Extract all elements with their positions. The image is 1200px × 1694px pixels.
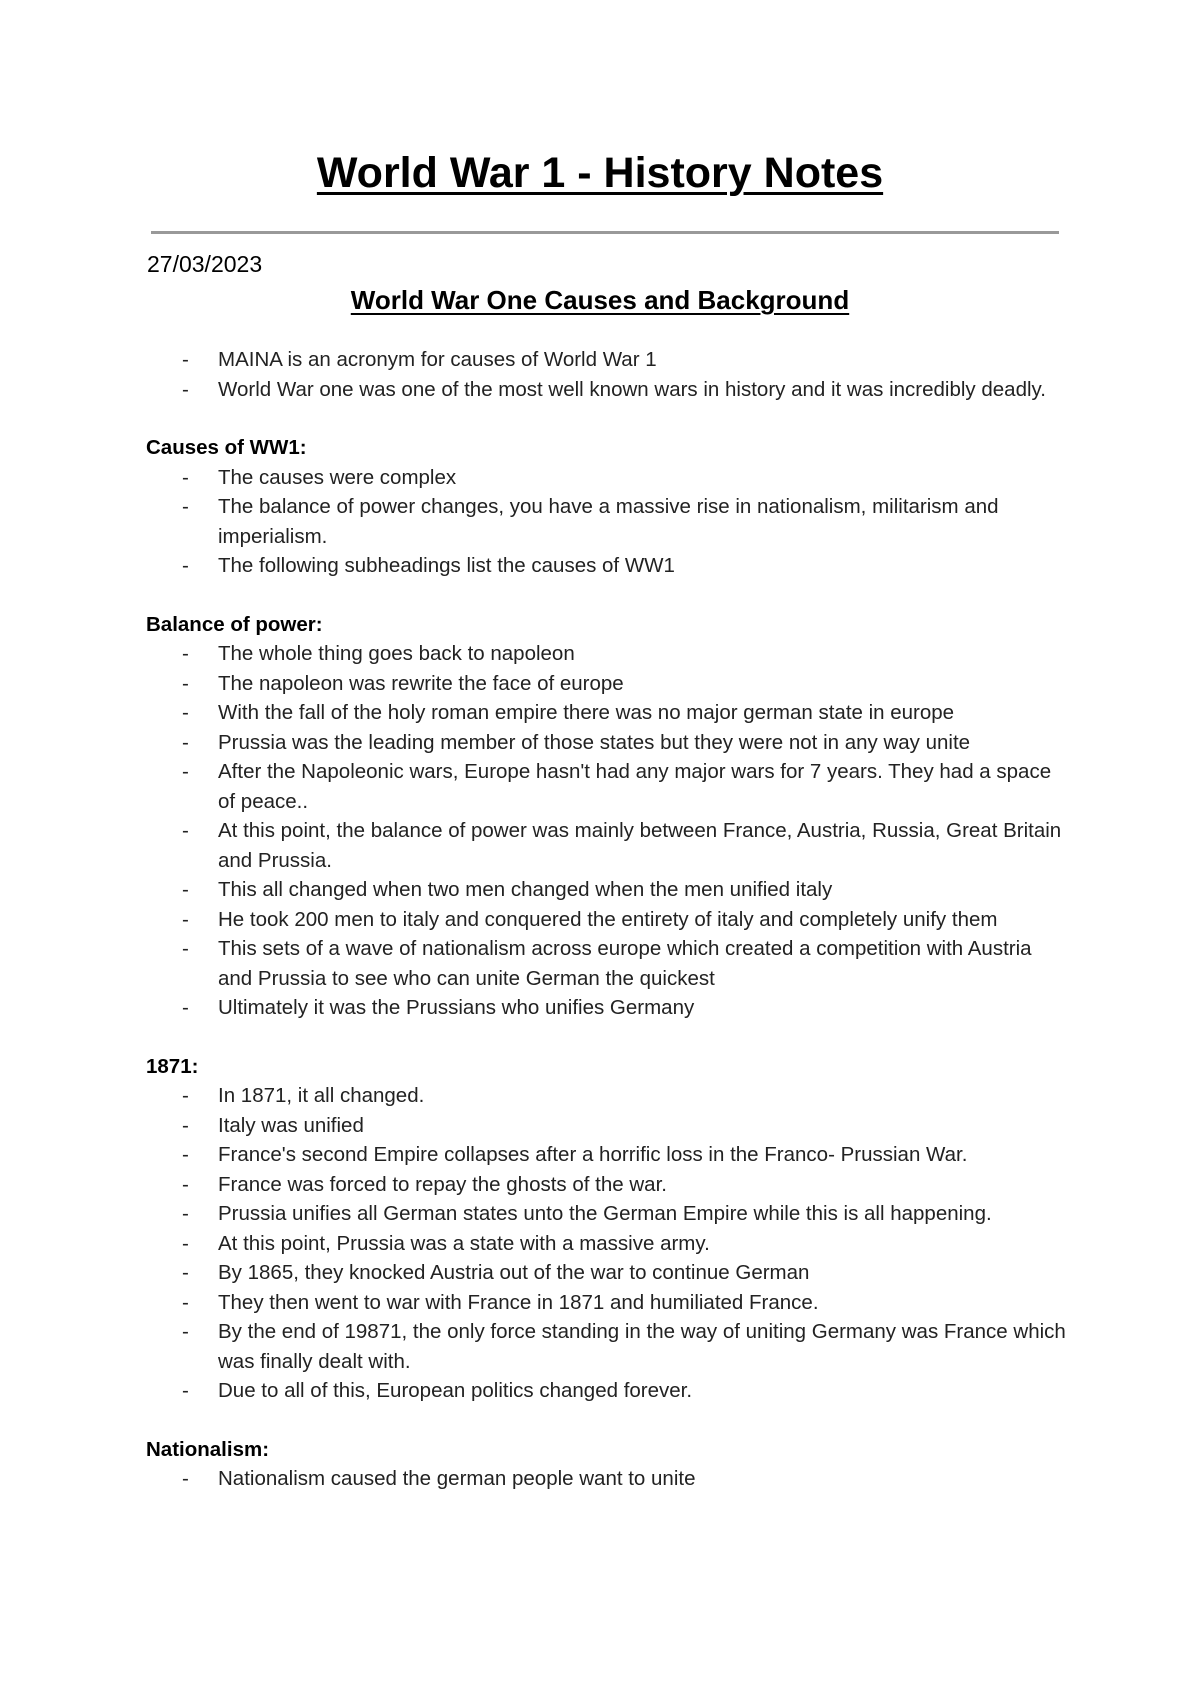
spacer bbox=[146, 581, 1066, 610]
intro-list bbox=[146, 345, 1066, 404]
spacer bbox=[146, 1406, 1066, 1435]
bullet-dash: - bbox=[182, 1261, 189, 1284]
list-item bbox=[146, 816, 1066, 875]
list-item-text: The following subheadings list the causes of WW1 bbox=[218, 554, 675, 577]
list-item bbox=[146, 1229, 1066, 1259]
list-item bbox=[146, 1081, 1066, 1111]
list-item bbox=[146, 639, 1066, 669]
bullet-dash: - bbox=[182, 495, 189, 518]
list-item-text: MAINA is an acronym for causes of World War 1 bbox=[218, 348, 657, 371]
list-item-text: By 1865, they knocked Austria out of the war to continue German bbox=[218, 1261, 810, 1284]
list-item-text: Nationalism caused the german people want to unite bbox=[218, 1467, 696, 1490]
list-item bbox=[146, 905, 1066, 935]
list-item bbox=[146, 375, 1066, 405]
list-item bbox=[146, 698, 1066, 728]
list-item bbox=[146, 1111, 1066, 1141]
bullet-dash: - bbox=[182, 671, 189, 695]
bullet-dash: - bbox=[182, 819, 189, 842]
section-heading-balance-of-power: Balance of power: bbox=[146, 612, 323, 636]
list-item bbox=[146, 1288, 1066, 1318]
list-item-text: This all changed when two men changed when the men unified italy bbox=[218, 878, 833, 901]
bullet-dash: - bbox=[182, 1084, 189, 1107]
list-item bbox=[146, 757, 1066, 816]
list-item-text: At this point, Prussia was a state with a massive army. bbox=[218, 1231, 710, 1255]
list-item bbox=[146, 1317, 1066, 1376]
list-item bbox=[146, 345, 1066, 375]
bullet-dash: - bbox=[182, 1172, 189, 1196]
section-heading-nationalism: Nationalism: bbox=[146, 1437, 270, 1461]
list-item bbox=[146, 1199, 1066, 1229]
bullet-dash: - bbox=[182, 465, 189, 489]
bullet-dash: - bbox=[182, 1320, 189, 1343]
list-item-text: Ultimately it was the Prussians who unifies Germany bbox=[218, 996, 695, 1019]
bullet-dash: - bbox=[182, 1290, 189, 1314]
year-1871-list bbox=[146, 1081, 1066, 1406]
list-item bbox=[146, 551, 1066, 581]
list-item-text: Prussia was the leading member of those states but they were not in any way unite bbox=[218, 730, 971, 754]
bullet-dash: - bbox=[182, 554, 189, 577]
list-item-text: France was forced to repay the ghosts of the war. bbox=[218, 1172, 667, 1196]
bullet-dash: - bbox=[182, 1113, 189, 1137]
list-item-text: Italy was unified bbox=[218, 1113, 364, 1137]
list-item bbox=[146, 1170, 1066, 1200]
list-item bbox=[146, 463, 1066, 493]
list-item-text: The whole thing goes back to napoleon bbox=[218, 642, 575, 665]
list-item-text: Prussia unifies all German states unto the German Empire while this is all happening. bbox=[218, 1202, 992, 1225]
list-item bbox=[146, 1258, 1066, 1288]
bullet-dash: - bbox=[182, 1467, 189, 1490]
bullet-dash: - bbox=[182, 907, 189, 931]
list-item-text: They then went to war with France in 1871 and humiliated France. bbox=[218, 1290, 819, 1314]
list-item-text: In 1871, it all changed. bbox=[218, 1084, 425, 1107]
list-item bbox=[146, 934, 1066, 993]
bullet-dash: - bbox=[182, 348, 189, 371]
list-item bbox=[146, 492, 1066, 551]
section-title: World War One Causes and Background bbox=[350, 285, 850, 315]
bullet-dash: - bbox=[182, 1379, 189, 1402]
bullet-dash: - bbox=[182, 377, 189, 401]
bullet-dash: - bbox=[182, 937, 189, 960]
bullet-dash: - bbox=[182, 1143, 189, 1166]
list-item-text: The napoleon was rewrite the face of europe bbox=[218, 671, 624, 695]
list-item-text: The causes were complex bbox=[218, 465, 457, 489]
section-heading-causes: Causes of WW1: bbox=[146, 436, 307, 459]
bullet-dash: - bbox=[182, 760, 189, 783]
list-item bbox=[146, 669, 1066, 699]
bullet-dash: - bbox=[182, 730, 189, 754]
note-date: 27/03/2023 bbox=[147, 251, 263, 277]
bullet-dash: - bbox=[182, 996, 189, 1019]
list-item bbox=[146, 875, 1066, 905]
list-item-text: By the end of 19871, the only force standing in the way of uniting Germany was France which was finally dealt with. bbox=[218, 1320, 1066, 1373]
balance-of-power-list bbox=[146, 639, 1066, 1023]
list-item-text: The balance of power changes, you have a massive rise in nationalism, militarism and imperialism. bbox=[218, 495, 999, 548]
list-item-text: He took 200 men to italy and conquered the entirety of italy and completely unify them bbox=[218, 907, 998, 931]
page-title: World War 1 - History Notes bbox=[316, 149, 884, 197]
list-item-text: France's second Empire collapses after a horrific loss in the Franco- Prussian War. bbox=[218, 1143, 968, 1166]
list-item-text: At this point, the balance of power was mainly between France, Austria, Russia, Great Britain and Prussia. bbox=[218, 819, 1062, 872]
spacer bbox=[146, 404, 1066, 433]
list-item-text: World War one was one of the most well known wars in history and it was incredibly deadly. bbox=[218, 377, 1046, 401]
bullet-dash: - bbox=[182, 701, 189, 724]
bullet-dash: - bbox=[182, 878, 189, 901]
bullet-dash: - bbox=[182, 1231, 189, 1255]
nationalism-list bbox=[146, 1464, 1066, 1494]
list-item bbox=[146, 1376, 1066, 1406]
section-heading-1871: 1871: bbox=[146, 1054, 199, 1078]
list-item bbox=[146, 993, 1066, 1023]
causes-list bbox=[146, 463, 1066, 581]
list-item-text: Due to all of this, European politics changed forever. bbox=[218, 1379, 693, 1402]
list-item bbox=[146, 1464, 1066, 1494]
list-item bbox=[146, 728, 1066, 758]
title-divider bbox=[151, 231, 1059, 234]
bullet-dash: - bbox=[182, 642, 189, 665]
list-item-text: After the Napoleonic wars, Europe hasn't had any major wars for 7 years. They had a space of peace.. bbox=[218, 760, 1052, 813]
spacer bbox=[146, 1023, 1066, 1052]
bullet-dash: - bbox=[182, 1202, 189, 1225]
list-item-text: With the fall of the holy roman empire there was no major german state in europe bbox=[218, 701, 955, 724]
notes-body bbox=[146, 345, 1066, 1494]
list-item-text: This sets of a wave of nationalism across europe which created a competition with Austria and Prussia to see who can unite German the quickest bbox=[218, 937, 1032, 990]
list-item bbox=[146, 1140, 1066, 1170]
